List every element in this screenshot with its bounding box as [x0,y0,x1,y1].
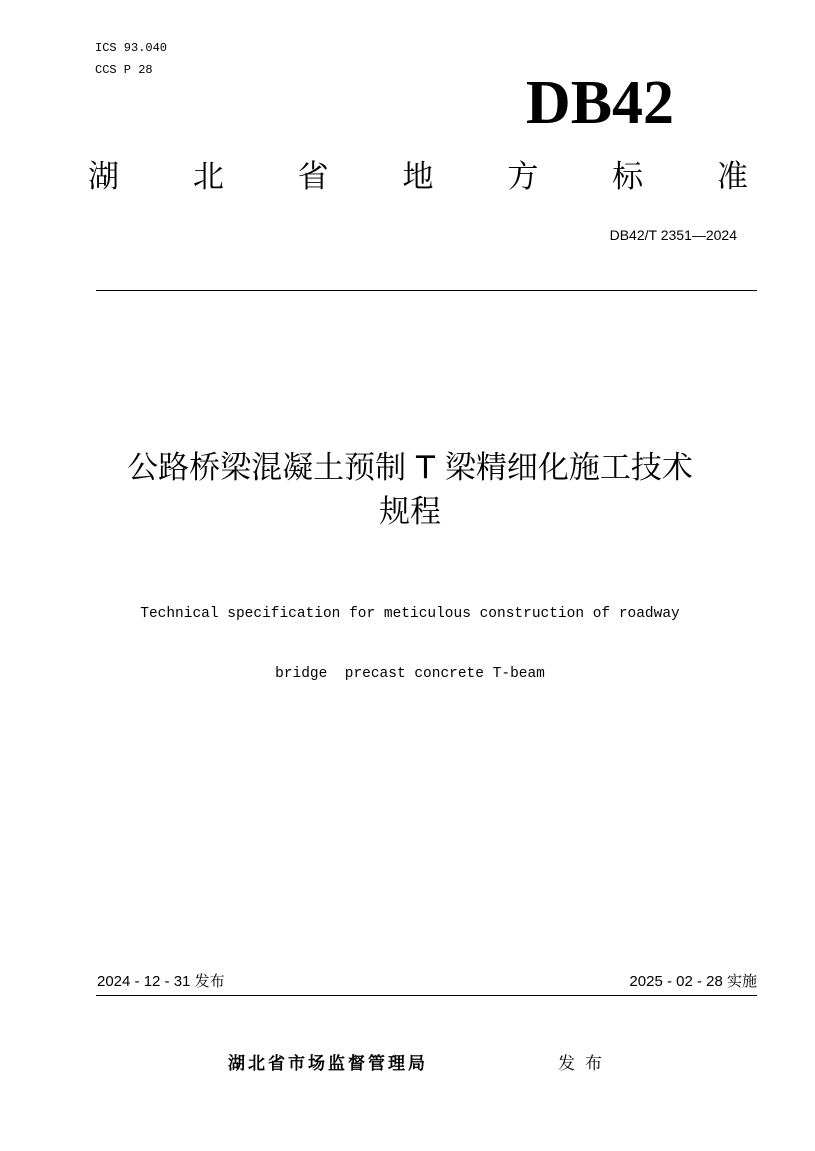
bottom-divider [96,995,757,996]
standard-number: DB42/T 2351—2024 [609,227,737,243]
standard-type-char: 标 [612,159,644,195]
ccs-code: CCS P 28 [95,63,153,77]
issue-date: 2024 - 12 - 31 发布 [97,973,225,990]
standard-type-char: 湖 [88,159,119,195]
chinese-title [80,446,740,534]
issue-action: 发布 [558,1054,612,1074]
chinese-title-line: 公路桥梁混凝土预制 T 梁精细化施工技术 [127,450,693,486]
english-title [80,564,740,724]
standard-code-logo: DB42 [525,69,675,137]
chinese-title-line: 规程 [379,494,441,530]
standard-type-char: 省 [297,159,329,195]
english-title-line: bridge precast concrete T-beam [275,666,545,682]
standard-type-char: 北 [192,159,224,195]
standard-type-char: 方 [507,159,539,195]
ics-code: ICS 93.040 [95,41,168,55]
implementation-date: 2025 - 02 - 28 实施 [629,973,757,990]
standard-type-heading [88,157,748,197]
english-title-line: Technical specification for meticulous construction of roadway [140,606,680,622]
issuing-authority: 湖北省市场监督管理局 [228,1054,428,1074]
top-divider [96,290,757,291]
standard-type-char: 准 [716,159,748,195]
standard-type-char: 地 [402,159,434,195]
